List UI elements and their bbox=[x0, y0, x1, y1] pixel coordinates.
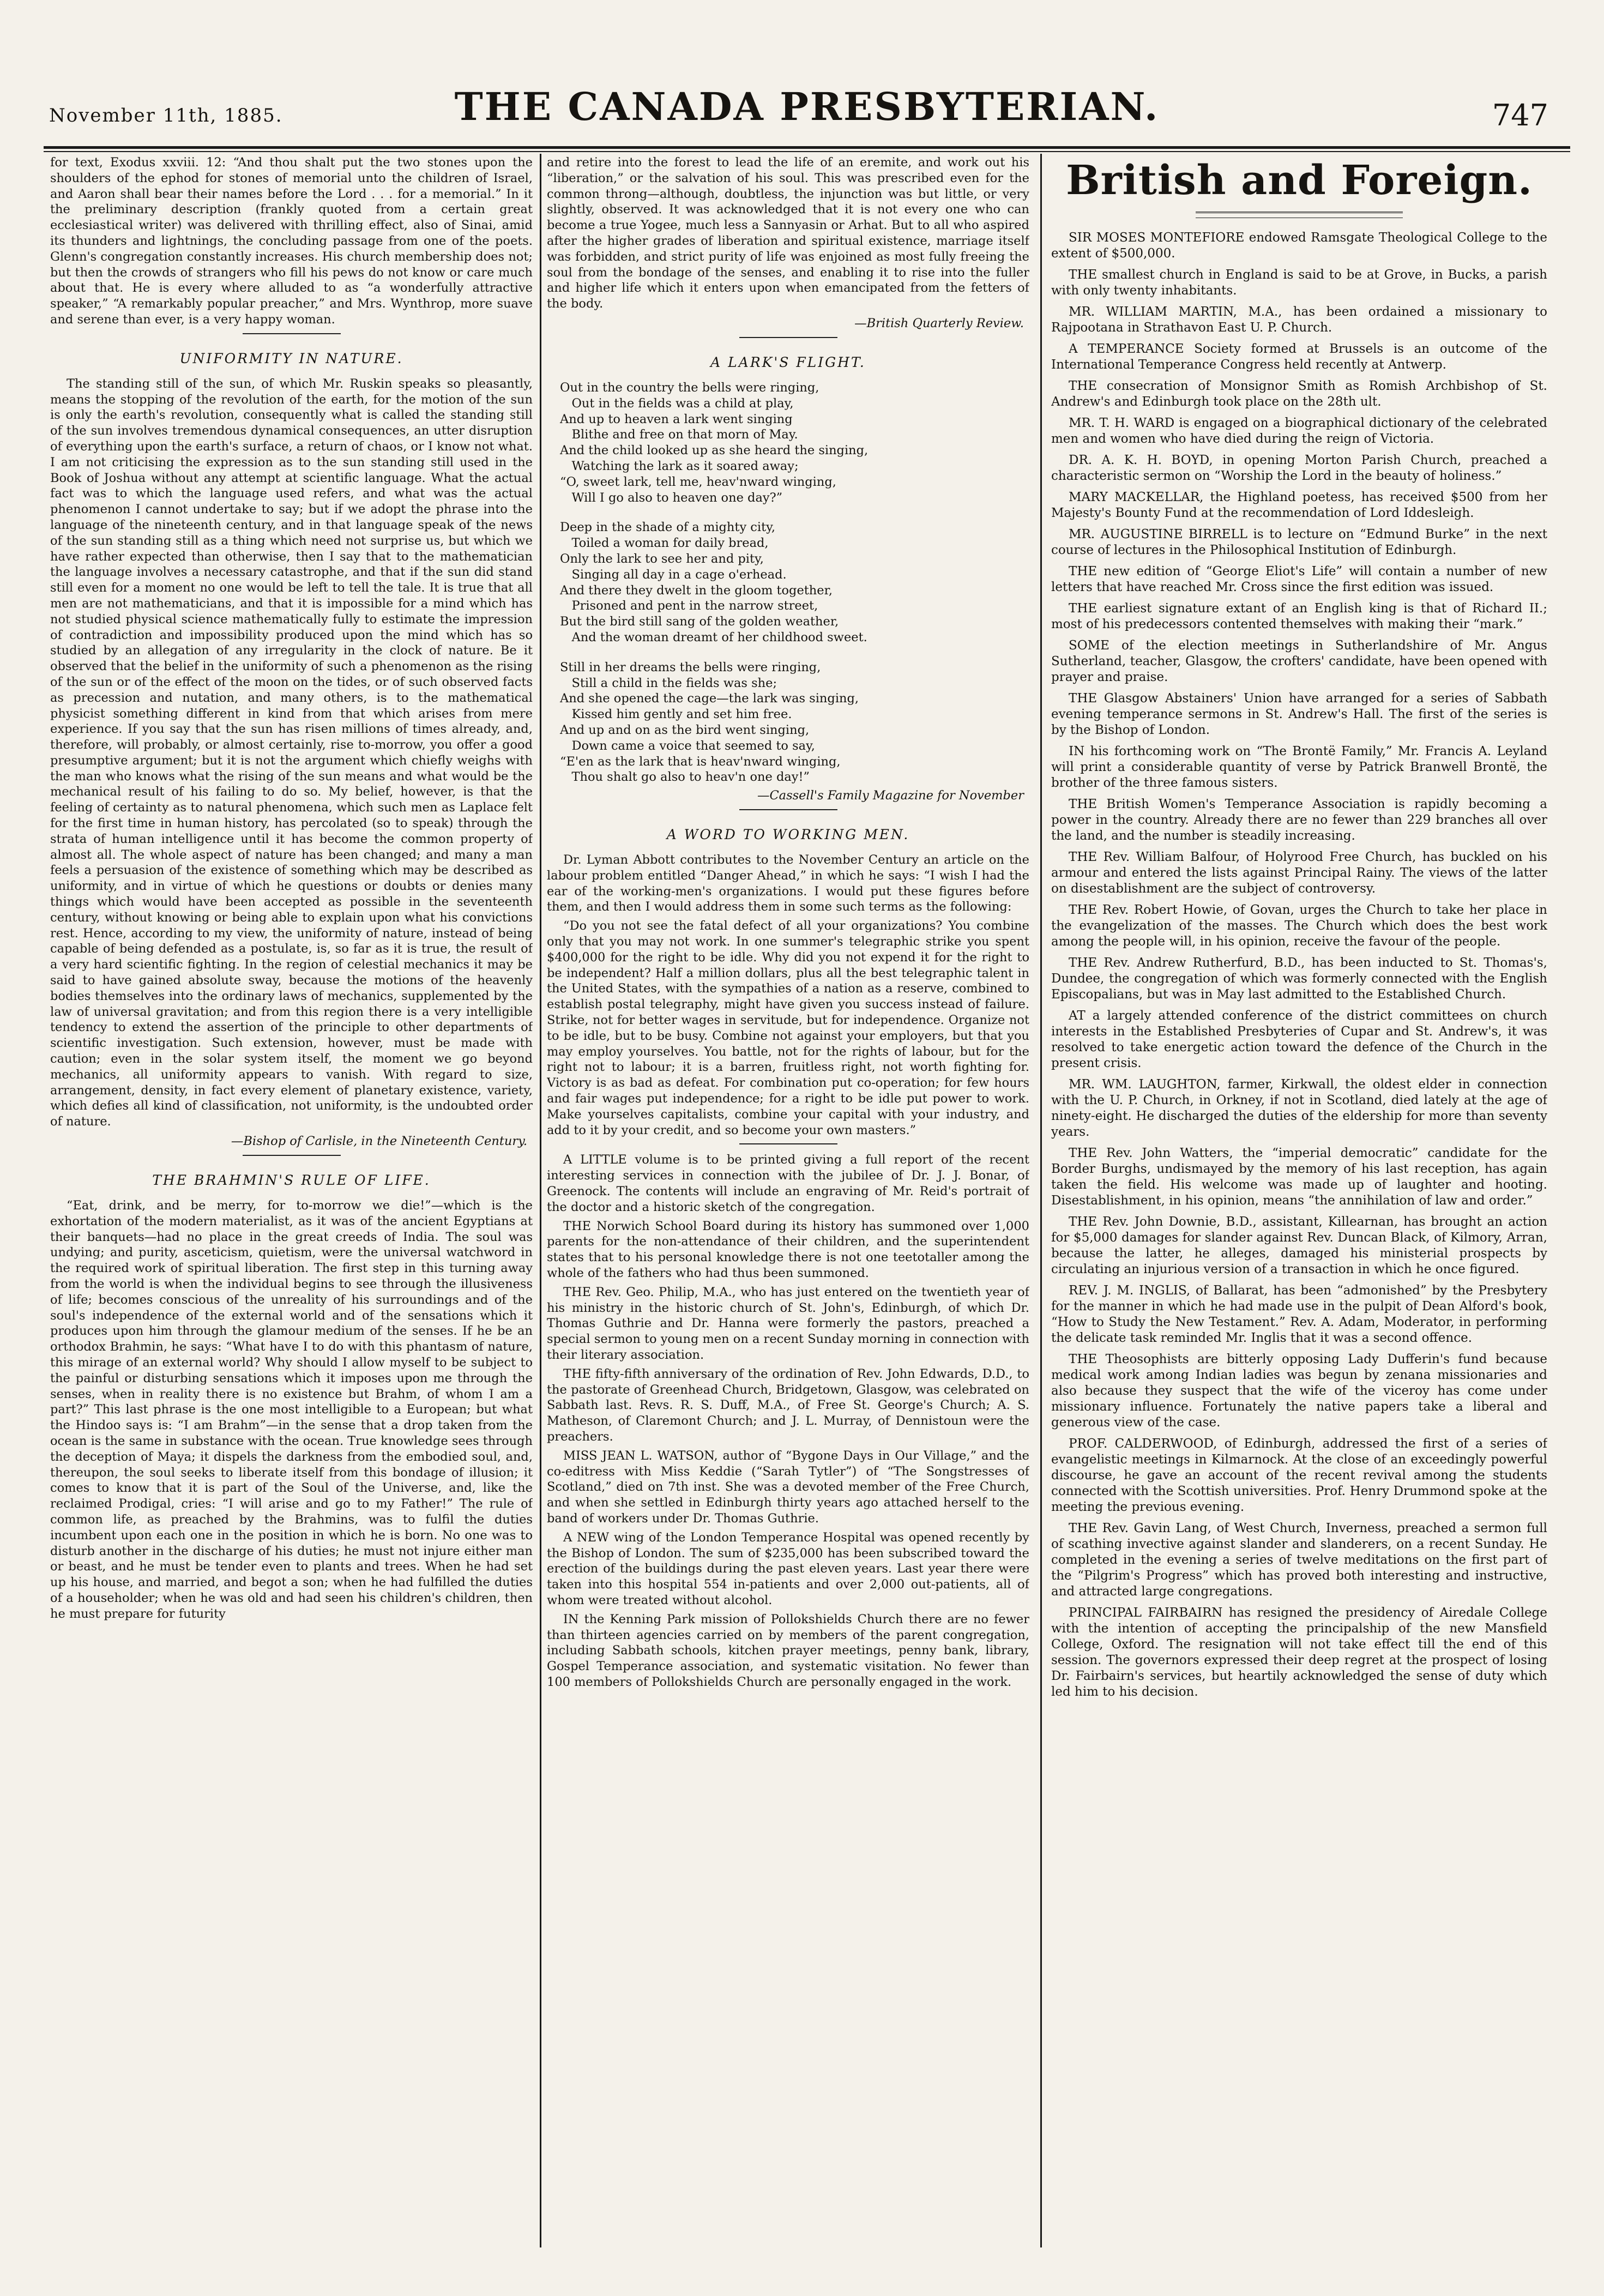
poem-line: And up to heaven a lark went singing bbox=[560, 412, 793, 426]
news-item: MARY MACKELLAR, the Highland poetess, has received $500 from her Majesty's Bounty Fund at the recommendation of Lord Iddesleigh. bbox=[1051, 490, 1547, 520]
header-rule-thin bbox=[44, 151, 1570, 152]
news-item: SOME of the election meetings in Sutherlandshire of Mr. Angus Sutherland, teacher, Glasgow, the crofters' candidate, have been opened with prayer and praise. bbox=[1051, 638, 1547, 684]
poem-line: Down came a voice that seemed to say, bbox=[560, 738, 815, 753]
poem-line: Blithe and free on that morn of May. bbox=[560, 427, 798, 442]
news-item: THE fifty-fifth anniversary of the ordination of Rev. John Edwards, D.D., to the pastorate of Greenhead Church, Bridgetown, Glasgow, was celebrated on Sabbath last. Revs. R. S. Duff, M.A., of Free St. George's Church; A. S. Matheson, of Claremont Church; and J. L. Murray, of Dennistoun were the preachers. bbox=[547, 1366, 1029, 1444]
column-rule-2 bbox=[1040, 154, 1042, 2247]
section-heading-lark: A LARK'S FLIGHT. bbox=[710, 354, 866, 370]
ornament-rule bbox=[1196, 212, 1403, 218]
news-item: THE Theosophists are bitterly opposing Lady Dufferin's fund because medical work among Indian ladies was begun by zenana missionaries and also because they suspect that the wife of the viceroy has come under missionary influence. Fortunately the native papers take a liberal and generous view of the case. bbox=[1051, 1352, 1547, 1430]
separator bbox=[739, 809, 837, 810]
section-title-british-foreign: British and Foreign. bbox=[1066, 157, 1533, 204]
column-rule-1 bbox=[540, 154, 541, 2247]
poem-line: Out in the country the bells were ringing, bbox=[560, 380, 819, 395]
masthead bbox=[44, 82, 1570, 147]
poem-line: Out in the fields was a child at play, bbox=[560, 396, 794, 411]
article-continuation: for text, Exodus xxviii. 12: “And thou shalt put the two stones upon the shoulders of the ephod for stones of memorial unto the children of Israel, and Aaron shall bear their names before the Lord . . . for a memorial.” In it the preliminary description (frankly quoted from a certain great ecclesiastical writer) was delivered with thrilling effect, also of Sinai, amid its thunders and lightnings, the concluding passage from one of the poets. Glenn's congregation constantly increases. His church membership does not; but then the crowds of strangers who fill his pews do not know or care much about that. He is every where alluded to as “a wonderfully attractive speaker,” “A remarkably popular preacher,” and Mrs. Wynthrop, more suave and serene than ever, is a very happy woman. bbox=[50, 155, 533, 327]
header-rule bbox=[44, 146, 1570, 149]
article-paragraph: Dr. Lyman Abbott contributes to the November Century an article on the labour problem entitled “Danger Ahead,” in which he says: “I wish I had the ear of the working-men's organizations. I would put these figures before them, and then I would address them in some such terms as the following: bbox=[547, 853, 1029, 914]
news-item: A NEW wing of the London Temperance Hospital was opened recently by the Bishop of London. The sum of $235,000 has been subscribed toward the erection of the buildings during the past eleven years. Last year there were taken into this hospital 554 in-patients and over 2,000 out-patients, all of whom were treated without alcohol. bbox=[547, 1530, 1029, 1607]
poem-line: And the woman dreamt of her childhood sweet. bbox=[560, 630, 867, 644]
news-item: THE Rev. John Watters, the “imperial democratic” candidate for the Border Burghs, undismayed by the memory of his last reception, has again taken the field. His welcome was made up of laughter and hooting. Disestablishment, in his opinion, means “the annihilation of law and order.” bbox=[1051, 1146, 1547, 1208]
news-item: THE Rev. Andrew Rutherfurd, B.D., has been inducted to St. Thomas's, Dundee, the congregation of which was formerly connected with the English Episcopalians, but was in May last admitted to the Established Church. bbox=[1051, 956, 1547, 1002]
news-item: SIR MOSES MONTEFIORE endowed Ramsgate Theological College to the extent of $500,000. bbox=[1051, 231, 1547, 261]
poem-line: “E'en as the lark that is heav'nward winging, bbox=[560, 754, 841, 769]
article-credit: —Bishop of Carlisle, in the Nineteenth Century. bbox=[231, 1134, 527, 1149]
article-credit: —British Quarterly Review. bbox=[854, 316, 1024, 330]
article-paragraph: “Eat, drink, and be merry, for to-morrow we die!”—which is the exhortation of the modern materialist, as it was of the ancient Egyptians at their banquets—had no place in the great creeds of India. The soul was undying; and purity, asceticism, quietism, were the universal watchword in the required work of spiritual liberation. The first step in this turning away from the world is when the individual begins to see through the illusiveness of life; becomes conscious of the unreality of his surroundings and of the soul's independence of the external world and of the sensations which it produces upon him through the glamour medium of the senses. If he be an orthodox Brahmin, he says: “What have I to do with this phantasm of nature, this mirage of an external world? Why should I allow myself to be subject to the painful or disturbing sensations which it imposes upon me through the senses, when in reality there is no existence but Brahm, of whom I am a part?” This last phrase is the one most intelligible to a European; but what the Hindoo says is: “I am Brahm”—in the sense that a drop taken from the ocean is the same in substance with the ocean. True knowledge sees through the deception of Maya; it dispels the darkness from the embodied soul, and, thereupon, the soul seeks to liberate itself from this bondage of illusion; it comes to know that it is part of the Soul of the Universe, and, like the reclaimed Prodigal, cries: “I will arise and go to my Father!” The rule of common life, as preached by the Brahmins, was to fulfil the duties incumbent upon each one in the position in which he is born. No one was to disturb another in the discharge of his duties; he must not injure either man or beast, and he must be tender even to plants and trees. When he had set up his house, and married, and begot a son; when he had fulfilled the duties of a householder; when he was old and had seen his children's children, then he must prepare for futurity bbox=[50, 1198, 533, 1621]
poem-credit: —Cassell's Family Magazine for November bbox=[757, 788, 1024, 803]
news-item: THE consecration of Monsignor Smith as Romish Archbishop of St. Andrew's and Edinburgh took place on the 28th ult. bbox=[1051, 379, 1547, 409]
news-item: THE Rev. Gavin Lang, of West Church, Inverness, preached a sermon full of scathing invective against slander and slanderers, on a recent Sunday. He completed in the evening a series of twelve meditations on the first part of the “Pilgrim's Progress” which has proved both interesting and instructive, and attracted large congregations. bbox=[1051, 1521, 1547, 1599]
news-item: THE smallest church in England is said to be at Grove, in Bucks, a parish with only twenty inhabitants. bbox=[1051, 268, 1547, 298]
poem-line: Still in her dreams the bells were ringing, bbox=[560, 660, 821, 674]
poem-line: Will I go also to heaven one day?” bbox=[560, 490, 783, 505]
article-paragraph: “Do you not see the fatal defect of all your organizations? You combine only that you may not work. In one summer's telegraphic strike you spent $400,000 for the right to be idle. Why did you not expend it for the right to be independent? Half a million dollars, plus all the best telegraphic talent in the United States, with the sympathies of a nation as a reserve, combined to establish postal telegraphy, might have given you success instead of failure. Strike, not for better wages in servitude, but for independence. Organize not to be idle, but to be busy. Combine not against your employers, but that you may employ yourselves. You battle, not for the rights of labour, but for the right not to labour; it is a barren, fruitless right, not worth fighting for. Victory is as bad as defeat. For combination put co-operation; for few hours and fair wages put independence; for a right to be idle put power to work. Make yourselves capitalists, combine your capital with your industry, and add to it by your credit, and so become your own masters.” bbox=[547, 919, 1029, 1137]
news-item: THE British Women's Temperance Association is rapidly becoming a power in the country. Already there are no fewer than 229 branches all over the land, and the number is steadily increasing. bbox=[1051, 797, 1547, 843]
news-item: A LITTLE volume is to be printed giving a full report of the recent interesting services in connection with the jubilee of Dr. J. J. Bonar, of Greenock. The contents will include an engraving of Mr. Reid's portrait of the doctor and a historic sketch of the congregation. bbox=[547, 1153, 1029, 1214]
poem-line: Singing all day in a cage o'erhead. bbox=[560, 567, 787, 582]
news-item: MISS JEAN L. WATSON, author of “Bygone Days in Our Village,” and the co-editress with Miss Keddie (“Sarah Tytler”) of “The Songstresses of Scotland,” died on 7th inst. She was a devoted member of the Free Church, and when she settled in Edinburgh thirty years ago attached herself to the band of workers under Dr. Thomas Guthrie. bbox=[547, 1448, 1029, 1526]
news-item: THE Rev. Geo. Philip, M.A., who has just entered on the twentieth year of his ministry in the historic church of St. John's, Edinburgh, of which Dr. Thomas Guthrie and Dr. Hanna were formerly the pastors, preached a special sermon to young men on a recent Sunday morning in connection with their literary association. bbox=[547, 1285, 1029, 1362]
news-item: PRINCIPAL FAIRBAIRN has resigned the presidency of Airedale College with the intention of accepting the principalship of the new Mansfield College, Oxford. The resignation will not take effect till the end of this session. The governors expressed their deep regret at the prospect of losing Dr. Fairbairn's services, but heartily acknowledged the sense of duty which led him to his decision. bbox=[1051, 1606, 1547, 1699]
article-continuation: and retire into the forest to lead the life of an eremite, and work out his “liberation,” or the salvation of his soul. This was prescribed even for the common throng—although, doubtless, the injunction was but little, or very slightly, observed. It was acknowledged that it is not every one who can become a true Yogee, much less a Sannyasin or Arhat. But to all who aspired after the higher grades of liberation and spiritual existence, marriage itself was forbidden, and strict purity of life was enjoined as most fully freeing the soul from the bondage of the senses, and enabling it to rise into the fuller and higher life which it enters upon when emancipated from the fetters of the body. bbox=[547, 155, 1029, 311]
article-paragraph: The standing still of the sun, of which Mr. Ruskin speaks so pleasantly, means the stopping of the revolution of the earth, for the motion of the sun is only the earth's revolution, consequently what is called the standing still of the sun involves tremendous dynamical consequences, an utter disruption of everything upon the earth's surface, a return of chaos, or I know not what. I am not criticising the expression as to the sun standing still used in the Book of Joshua without any attempt at scientific language. What the actual fact was to which the language used refers, and what was the actual phenomenon I cannot undertake to say; but if we adopt the phrase into the language of the nineteenth century, and in that language speak of the news of the sun standing still as a thing which need not surprise us, but which we have rather expected than otherwise, then I say that to the mathematician the language involves a necessary catastrophe, and that if the sun did stand still even for a moment no one would be left to tell the tale. It is true that all men are not mathematicians, and that it is impossible for a mind which has not studied physical science mathematically fully to estimate the impression of contradiction and impossibility produced upon the mind which has so studied by an allegation of any irregularity in the clock of nature. Be it observed that the belief in the uniformity of such a phenomenon as the rising of the sun or of the effect of the moon on the tides, or of such observed facts as precession and nutation, and many others, is to the mathematical physicist something different in kind from that which arises from mere experience. If you say that the sun has risen millions of times already, and, therefore, will probably, or almost certainly, rise to-morrow, you offer a good presumptive argument; but it is not the argument which chiefly weighs with the man who knows what the rising of the sun means and what would be the mechanical result of his failing to do so. My belief, however, is that the feeling of certainty as to natural phenomena, which such men as Laplace felt for the first time in human history, has percolated (so to speak) through the strata of human intelligence until it has become the common property of almost all. The whole aspect of nature has been changed; and many a man feels a persuasion of the existence of something which may be described as uniformity, and in virtue of which he questions or doubts or denies many things which would have been accepted as possible in the seventeenth century, without knowing or being able to explain upon what his convictions rest. Hence, according to my view, the uniformity of nature, instead of being capable of being defended as a postulate, is, so far as it is true, the result of a very hard scientific fighting. In the region of celestial mechanics it may be said to have gained absolute sway, because the motions of the heavenly bodies themselves into the ordinary laws of mechanics, supplemented by the law of universal gravitation; and from this region there is a very intelligible tendency to extend the assertion of the principle to other departments of scientific investigation. Such extension, however, must be made with caution; even in the solar system itself, the moment we go beyond mechanics, all uniformity appears to vanish. With regard to size, arrangement, density, in fact every element of planetary existence, variety, which defies all kind of classification, not uniformity, is the undoubted order of nature. bbox=[50, 376, 533, 1129]
news-item: IN his forthcoming work on “The Brontë Family,” Mr. Francis A. Leyland will print a considerable quantity of verse by Patrick Branwell Brontë, the brother of the three famous sisters. bbox=[1051, 744, 1547, 790]
news-item: THE Rev. William Balfour, of Holyrood Free Church, has buckled on his armour and entered the lists against Principal Rainy. The views of the latter on disestablishment are the subject of controversy. bbox=[1051, 850, 1547, 896]
section-heading-uniformity: UNIFORMITY IN NATURE. bbox=[179, 350, 403, 366]
news-item: THE new edition of “George Eliot's Life” will contain a number of new letters that have reached Mr. Cross since the first edition was issued. bbox=[1051, 564, 1547, 594]
section-heading-working-men: A WORD TO WORKING MEN. bbox=[666, 827, 910, 843]
news-item: REV. J. M. INGLIS, of Ballarat, has been “admonished” by the Presbytery for the manner in which he had made use in the pulpit of Dean Alford's book, “How to Study the New Testament.” Rev. A. Adam, Moderator, in performing the delicate task reminded Mr. Inglis that it was a second offence. bbox=[1051, 1283, 1547, 1345]
page-number: 747 bbox=[1492, 98, 1548, 132]
poem-line: Prisoned and pent in the narrow street, bbox=[560, 599, 818, 613]
poem-line: But the bird still sang of the golden weather, bbox=[560, 614, 839, 629]
news-item: PROF. CALDERWOOD, of Edinburgh, addressed the first of a series of evangelistic meetings in Kilmarnock. At the close of an exceedingly powerful discourse, he gave an account of the recent revival among the students connected with the Scottish universities. Prof. Henry Drummond spoke at the meeting the previous evening. bbox=[1051, 1437, 1547, 1514]
poem-line: Watching the lark as it soared away; bbox=[560, 459, 799, 473]
news-item: THE Rev. Robert Howie, of Govan, urges the Church to take her place in the evangelization of the masses. The Church which does the best work among the people will, in his opinion, receive the favour of the people. bbox=[1051, 903, 1547, 949]
section-heading-brahmin: THE BRAHMIN'S RULE OF LIFE. bbox=[152, 1172, 431, 1189]
news-item: IN the Kenning Park mission of Pollokshields Church there are no fewer than thirteen agencies carried on by members of the parent congregation, including Sabbath schools, kitchen prayer meetings, penny bank, library, Gospel Temperance association, and systematic visitation. No fewer than 100 members of Pollokshields Church are personally engaged in the work. bbox=[547, 1612, 1029, 1689]
poem-line: Still a child in the fields was she; bbox=[560, 676, 777, 690]
newspaper-title: THE CANADA PRESBYTERIAN. bbox=[454, 84, 1160, 129]
separator bbox=[739, 337, 837, 338]
column-2 bbox=[547, 155, 1029, 2270]
news-item: THE Glasgow Abstainers' Union have arranged for a series of Sabbath evening temperance sermons in St. Andrew's Hall. The first of the series is by the Bishop of London. bbox=[1051, 691, 1547, 737]
news-item: DR. A. K. H. BOYD, in opening Morton Parish Church, preached a characteristic sermon on “Worship the Lord in the beauty of holiness.” bbox=[1051, 453, 1547, 483]
poem-line: “O, sweet lark, tell me, heav'nward winging, bbox=[560, 474, 836, 489]
news-item: MR. WM. LAUGHTON, farmer, Kirkwall, the oldest elder in connection with the U. P. Church, in Orkney, if not in Scotland, died lately at the age of ninety-eight. He discharged the duties of the eldership for more than seventy years. bbox=[1051, 1077, 1547, 1139]
news-item: THE earliest signature extant of an English king is that of Richard II.; most of his predecessors contented themselves with making their “mark.” bbox=[1051, 601, 1547, 631]
news-item: MR. WILLIAM MARTIN, M.A., has been ordained a missionary to Rajpootana in Strathavon East U. P. Church. bbox=[1051, 305, 1547, 335]
poem-line: Deep in the shade of a mighty city, bbox=[560, 520, 776, 535]
news-item: THE Rev. John Downie, B.D., assistant, Killearnan, has brought an action for $5,000 damages for slander against Rev. Duncan Black, of Kilmory, Arran, because the latter, he alleges, damaged his ministerial prospects by circulating an injurious version of a transaction in which he once figured. bbox=[1051, 1215, 1547, 1276]
separator bbox=[739, 1143, 837, 1144]
news-item: A TEMPERANCE Society formed at Brussels is an outcome of the International Temperance Congress held recently at Antwerp. bbox=[1051, 342, 1547, 372]
poem-line: And she opened the cage—the lark was singing, bbox=[560, 691, 859, 706]
news-item: THE Norwich School Board during its history has summoned over 1,000 parents for the non-attendance of their children, and the superintendent states that to his personal knowledge there is not one teetotaller among the whole of the fathers who had thus been summoned. bbox=[547, 1219, 1029, 1281]
news-item: MR. T. H. WARD is engaged on a biographical dictionary of the celebrated men and women who have died during the reign of Victoria. bbox=[1051, 416, 1547, 446]
issue-date: November 11th, 1885. bbox=[49, 105, 283, 126]
poem-line: Kissed him gently and set him free. bbox=[560, 707, 792, 722]
separator bbox=[243, 1155, 341, 1156]
poem bbox=[547, 380, 1029, 785]
poem-line: And there they dwelt in the gloom together, bbox=[560, 583, 833, 598]
separator bbox=[243, 333, 341, 334]
column-3 bbox=[1051, 155, 1547, 2270]
news-item: MR. AUGUSTINE BIRRELL is to lecture on “Edmund Burke” in the next course of lectures in the Philosophical Institution of Edinburgh. bbox=[1051, 527, 1547, 557]
poem-line: Only the lark to see her and pity, bbox=[560, 551, 764, 566]
poem-line: And the child looked up as she heard the singing, bbox=[560, 443, 869, 458]
poem-line: And up and on as the bird went singing, bbox=[560, 722, 810, 737]
poem-line: Toiled a woman for daily bread, bbox=[560, 536, 769, 551]
poem-line: Thou shalt go also to heav'n one day!” bbox=[560, 770, 810, 785]
news-item: AT a largely attended conference of the district committees on church interests in the Established Presbyteries of Cupar and St. Andrew's, it was resolved to take energetic action toward the defence of the Church in the present crisis. bbox=[1051, 1009, 1547, 1070]
column-1 bbox=[50, 155, 533, 2270]
